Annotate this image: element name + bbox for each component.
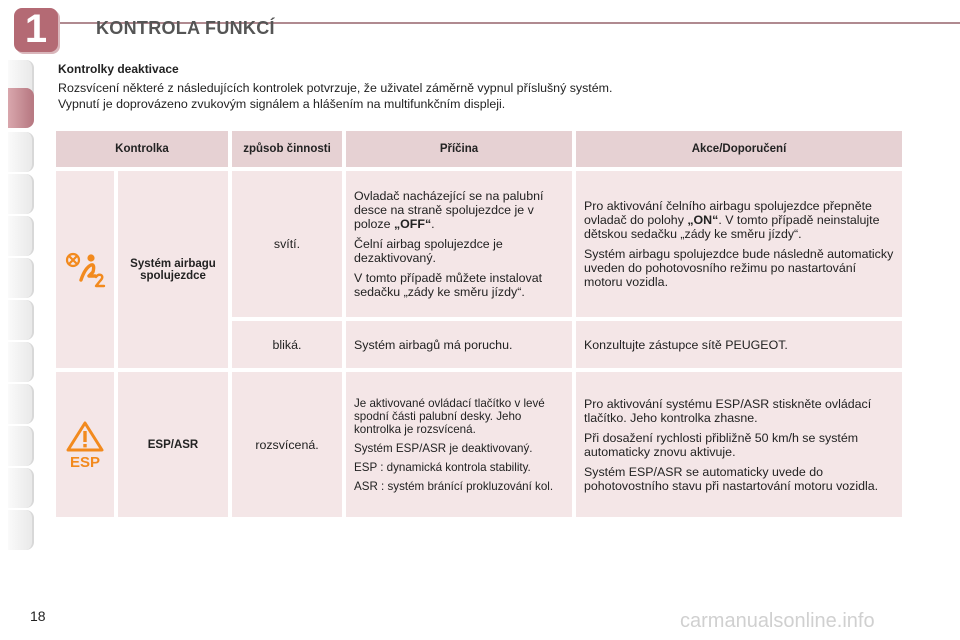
airbag-state-on: svítí. bbox=[232, 171, 342, 317]
action-paragraph: Pro aktivování čelního airbagu spolujezdce přepněte ovladač do polohy „ON“. V tomto případě neinstalujte dětskou sedačku „zády ke směru jízdy“. bbox=[584, 199, 880, 241]
cause-paragraph: Čelní airbag spolujezdce je dezaktivovaný. bbox=[354, 237, 503, 265]
chapter-title: KONTROLA FUNKCÍ bbox=[96, 18, 275, 38]
chapter-tab[interactable] bbox=[8, 342, 34, 382]
chapter-number: 1 bbox=[24, 7, 48, 51]
airbag-off-icon bbox=[63, 250, 107, 290]
cause-paragraph: ESP : dynamická kontrola stability. bbox=[354, 460, 531, 474]
airbag-system-name: Systém airbagu spolujezdce bbox=[118, 171, 228, 368]
action-paragraph: Systém ESP/ASR se automaticky uvede do pohotovostního stavu při nastartování motoru vozidla. bbox=[584, 464, 879, 493]
chapter-tab-active[interactable] bbox=[8, 88, 34, 128]
airbag-action-blink: Konzultujte zástupce sítě PEUGEOT. bbox=[576, 321, 902, 368]
chapter-tab[interactable] bbox=[8, 132, 34, 172]
intro-text bbox=[58, 80, 918, 112]
cause-paragraph: V tomto případě můžete instalovat sedačku „zády ke směru jízdy“. bbox=[354, 271, 543, 299]
page-number: 18 bbox=[30, 608, 46, 624]
airbag-icon-cell bbox=[56, 171, 114, 368]
action-paragraph: Při dosažení rychlosti přibližně 50 km/h se systém automaticky znovu aktivuje. bbox=[584, 430, 859, 459]
chapter-tab[interactable] bbox=[8, 510, 34, 550]
watermark: carmanualsonline.info bbox=[680, 610, 875, 632]
chapter-tab[interactable] bbox=[8, 174, 34, 214]
chapter-tab[interactable] bbox=[8, 426, 34, 466]
airbag-cause-blink: Systém airbagů má poruchu. bbox=[346, 321, 572, 368]
esp-icon-label: ESP bbox=[69, 453, 101, 470]
esp-state: rozsvícená. bbox=[232, 372, 342, 517]
airbag-cause-on bbox=[346, 171, 572, 317]
chapter-tab-rail bbox=[0, 60, 34, 580]
airbag-state-blink: bliká. bbox=[232, 321, 342, 368]
esp-cause bbox=[346, 372, 572, 517]
chapter-tab[interactable] bbox=[8, 216, 34, 256]
header-akce: Akce/Doporučení bbox=[576, 131, 902, 167]
cause-paragraph: ASR : systém bránící prokluzování kol. bbox=[354, 479, 554, 493]
header-zpusob: způsob činnosti bbox=[232, 131, 342, 167]
on-label: „ON“ bbox=[687, 213, 719, 227]
chapter-tab[interactable] bbox=[8, 468, 34, 508]
esp-system-name: ESP/ASR bbox=[118, 372, 228, 517]
header-kontrolka: Kontrolka bbox=[56, 131, 228, 167]
cause-paragraph: Systém ESP/ASR je deaktivovaný. bbox=[354, 441, 533, 455]
chapter-tab[interactable] bbox=[8, 384, 34, 424]
cause-paragraph: Je aktivované ovládací tlačítko v levé spodní části palubní desky. Jeho kontrolka je rozsvícená. bbox=[354, 396, 545, 436]
section-heading: Kontrolky deaktivace bbox=[58, 62, 179, 76]
cause-paragraph: Ovladač nacházející se na palubní desce na straně spolujezdce je v poloze „OFF“. bbox=[354, 189, 544, 231]
esp-warning-icon bbox=[65, 420, 105, 470]
action-paragraph: Pro aktivování systému ESP/ASR stiskněte ovládací tlačítko. Jeho kontrolka zhasne. bbox=[584, 396, 872, 425]
action-paragraph: Systém airbagu spolujezdce bude následně automaticky uveden do pohotovosního režimu po nastartování motoru vozidla. bbox=[584, 247, 894, 289]
intro-line: Vypnutí je doprovázeno zvukovým signálem a hlášením na multifunkčním displeji. bbox=[58, 97, 506, 111]
chapter-tab[interactable] bbox=[8, 300, 34, 340]
esp-icon-cell bbox=[56, 372, 114, 517]
esp-action bbox=[576, 372, 902, 517]
header-pricina: Příčina bbox=[346, 131, 572, 167]
airbag-action-on bbox=[576, 171, 902, 317]
off-label: „OFF“ bbox=[393, 217, 432, 231]
chapter-tab[interactable] bbox=[8, 258, 34, 298]
intro-line: Rozsvícení některé z následujících kontrolek potvrzuje, že uživatel záměrně vypnul příslušný systém. bbox=[58, 81, 613, 95]
